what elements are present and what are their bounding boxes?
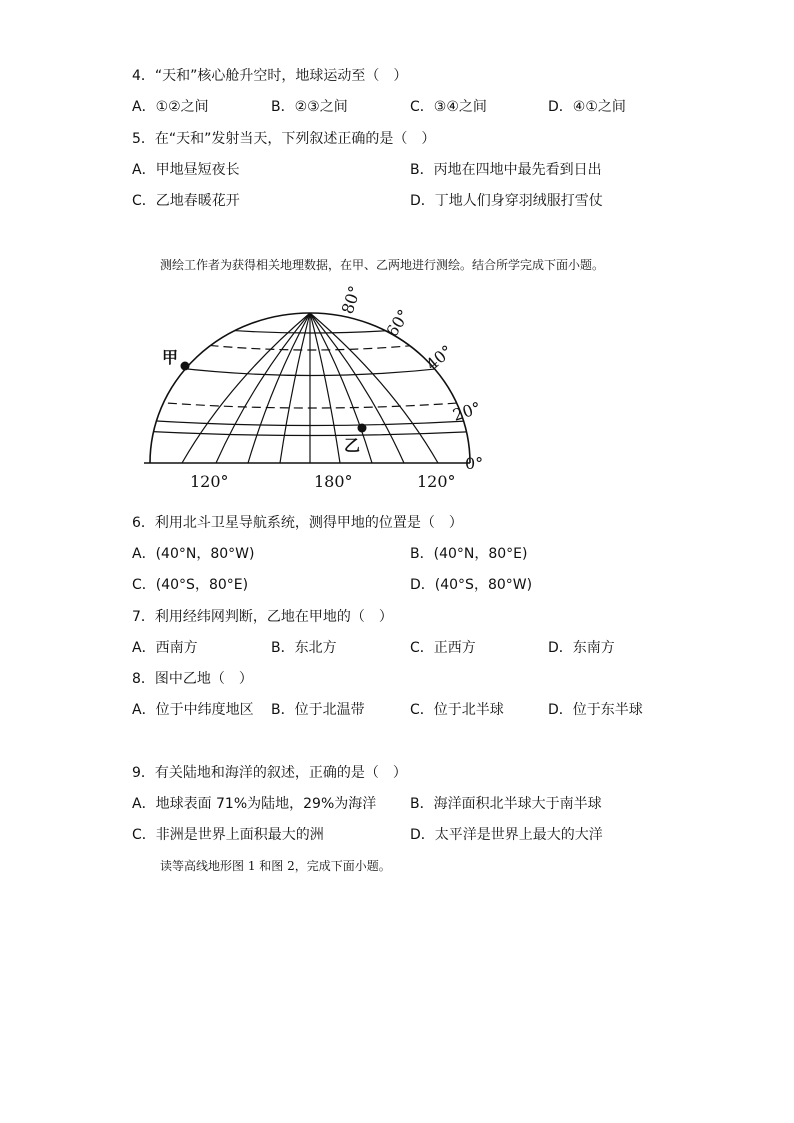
q4-option-a: A．①②之间 xyxy=(132,99,209,115)
polar-circle-dashed xyxy=(140,337,485,350)
q9-option-a: A．地球表面 71%为陆地，29%为海洋 xyxy=(132,796,377,812)
lat-label-0: 0° xyxy=(465,454,484,473)
q9-option-b: B．海洋面积北半球大于南半球 xyxy=(410,796,602,812)
lon-label-180: 180° xyxy=(314,472,353,491)
point-yi-marker xyxy=(358,424,367,433)
meridian xyxy=(310,313,372,463)
q7-option-d: D．东南方 xyxy=(548,640,615,656)
q8-option-d: D．位于东半球 xyxy=(548,702,643,718)
lat-label-40: 40° xyxy=(422,341,457,375)
q4-stem: 4．“天和”核心舱升空时，地球运动至（ ） xyxy=(132,68,408,84)
q5-option-d: D．丁地人们身穿羽绒服打雪仗 xyxy=(410,193,603,209)
meridian xyxy=(216,313,310,463)
lat-label-60: 60° xyxy=(382,306,414,341)
point-yi-label: 乙 xyxy=(344,436,361,455)
lon-label-120-left: 120° xyxy=(190,472,229,491)
q8-stem: 8．图中乙地（ ） xyxy=(132,671,253,687)
q5-stem: 5．在“天和”发射当天，下列叙述正确的是（ ） xyxy=(132,131,436,147)
meridian xyxy=(310,313,438,463)
q6-option-c: C．(40°S，80°E) xyxy=(132,577,249,593)
q7-option-b: B．东北方 xyxy=(271,640,337,656)
q8-option-a: A．位于中纬度地区 xyxy=(132,702,254,718)
q4-option-c: C．③④之间 xyxy=(410,99,487,115)
tropic-dashed xyxy=(140,401,485,408)
q6-stem: 6．利用北斗卫星导航系统，测得甲地的位置是（ ） xyxy=(132,515,463,531)
section-intro: 测绘工作者为获得相关地理数据，在甲、乙两地进行测绘。结合所学完成下面小题。 xyxy=(160,258,605,272)
q6-option-d: D．(40°S，80°W) xyxy=(410,577,533,593)
q4-option-d: D．④①之间 xyxy=(548,99,626,115)
q7-option-a: A．西南方 xyxy=(132,640,198,656)
q9-option-c: C．非洲是世界上面积最大的洲 xyxy=(132,827,324,843)
q9-stem: 9．有关陆地和海洋的叙述，正确的是（ ） xyxy=(132,765,407,781)
q9-option-d: D．太平洋是世界上最大的大洋 xyxy=(410,827,603,843)
q5-option-c: C．乙地春暖花开 xyxy=(132,193,240,209)
meridian xyxy=(182,313,310,463)
q7-stem: 7．利用经纬网判断，乙地在甲地的（ ） xyxy=(132,609,393,625)
parallel-near-equator xyxy=(140,431,485,436)
lat-label-20: 20° xyxy=(450,397,484,425)
parallel-0-upper xyxy=(140,420,485,426)
point-jia-label: 甲 xyxy=(162,348,179,367)
q8-option-c: C．位于北半球 xyxy=(410,702,504,718)
graticule-figure xyxy=(140,283,485,493)
meridian xyxy=(248,313,310,463)
q5-option-a: A．甲地昼短夜长 xyxy=(132,162,240,178)
section-intro-2: 读等高线地形图 1 和图 2，完成下面小题。 xyxy=(160,859,391,873)
q4-option-b: B．②③之间 xyxy=(271,99,348,115)
q6-option-a: A．(40°N，80°W) xyxy=(132,546,255,562)
q6-option-b: B．(40°N，80°E) xyxy=(410,546,528,562)
lat-label-80: 80° xyxy=(337,283,365,317)
lon-label-120-right: 120° xyxy=(417,472,456,491)
q7-option-c: C．正西方 xyxy=(410,640,476,656)
q5-option-b: B．丙地在四地中最先看到日出 xyxy=(410,162,602,178)
point-jia-marker xyxy=(181,362,190,371)
q8-option-b: B．位于北温带 xyxy=(271,702,365,718)
